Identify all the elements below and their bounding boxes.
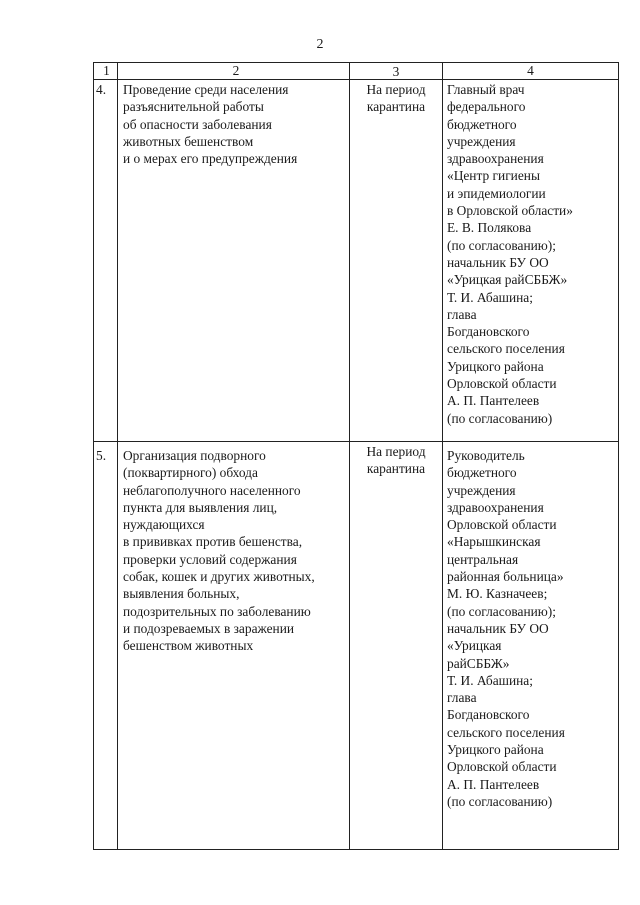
activity-cell (118, 442, 350, 850)
text-line: карантина (366, 461, 426, 477)
header-col-4: 4 (443, 63, 619, 80)
row-number: 4. (94, 80, 118, 442)
page-number: 2 (316, 37, 324, 52)
text-line: начальник БУ ОО (447, 620, 549, 636)
text-line: бюджетного (447, 465, 517, 481)
text-line: Руководитель (447, 448, 525, 463)
text-line: Орловской области (447, 517, 557, 533)
text-line: и подозреваемых в заражении (123, 620, 295, 636)
text-line: Организация подворного (123, 448, 266, 463)
text-line: Проведение среди населения (123, 82, 289, 97)
text-line: выявления больных, (123, 586, 240, 602)
header-col-1: 1 (94, 63, 118, 80)
text-line: (по согласованию); (447, 237, 556, 253)
text-line: Урицкого района (447, 742, 544, 758)
text-line: федерального (447, 99, 526, 115)
text-line: животных бешенством (123, 133, 254, 149)
period-cell (350, 80, 443, 442)
text-line: Т. И. Абашина; (447, 289, 533, 305)
text-line: Орловской области (447, 759, 557, 775)
text-line: Е. В. Полякова (447, 220, 532, 236)
text-line: центральная (447, 551, 519, 567)
text-line: начальник БУ ОО (447, 254, 549, 270)
text-line: собак, кошек и других животных, (123, 569, 315, 585)
text-line: здравоохранения (447, 499, 544, 515)
text-line: А. П. Пантелеев (447, 393, 540, 409)
text-line: Орловской области (447, 376, 557, 392)
text-line: Богдановского (447, 324, 530, 340)
table-header-row (94, 63, 619, 80)
text-line: в Орловской области» (447, 203, 573, 219)
text-line: «Нарышкинская (447, 534, 541, 550)
text-line: «Центр гигиены (447, 168, 540, 184)
table-row (94, 80, 619, 442)
responsible-cell (443, 442, 619, 850)
text-line: райСББЖ» (447, 655, 510, 671)
text-line: нуждающихся (123, 517, 205, 533)
text-line: А. П. Пантелеев (447, 776, 540, 792)
text-line: Урицкого района (447, 358, 544, 374)
text-line: Главный врач (447, 82, 525, 97)
text-line: и эпидемиологии (447, 185, 546, 201)
text-line: (по согласованию); (447, 603, 556, 619)
text-line: подозрительных по заболеванию (123, 603, 311, 619)
text-line: и о мерах его предупреждения (123, 151, 298, 167)
text-line: «Урицкая (447, 638, 502, 654)
text-line: М. Ю. Казначеев; (447, 586, 548, 602)
text-line: районная больница» (447, 569, 564, 585)
text-line: глава (447, 690, 477, 706)
text-line: (поквартирного) обхода (123, 465, 258, 481)
text-line: проверки условий содержания (123, 551, 297, 567)
header-col-2: 2 (118, 63, 350, 80)
text-line: пункта для выявления лиц, (123, 499, 278, 515)
row-number: 5. (94, 442, 118, 850)
text-line: учреждения (447, 482, 516, 498)
text-line: неблагополучного населенного (123, 482, 301, 498)
text-line: сельского поселения (447, 724, 565, 740)
text-line: (по согласованию) (447, 410, 553, 426)
text-line: карантина (366, 99, 426, 115)
header-col-3: 3 (350, 63, 443, 80)
text-line: учреждения (447, 133, 516, 149)
measures-table (93, 62, 619, 850)
text-line: Богдановского (447, 707, 530, 723)
period-cell (350, 442, 443, 850)
text-line: На период (366, 82, 426, 97)
text-line: На период (366, 444, 426, 459)
text-line: сельского поселения (447, 341, 565, 357)
text-line: (по согласованию) (447, 793, 553, 809)
responsible-cell (443, 80, 619, 442)
activity-cell (118, 80, 350, 442)
text-line: «Урицкая райСББЖ» (447, 272, 568, 288)
text-line: бешенством животных (123, 638, 254, 654)
text-line: Т. И. Абашина; (447, 672, 533, 688)
text-line: разъяснительной работы (123, 99, 264, 115)
table-row (94, 442, 619, 850)
text-line: глава (447, 306, 477, 322)
text-line: в прививках против бешенства, (123, 534, 303, 550)
text-line: бюджетного (447, 116, 517, 132)
text-line: здравоохранения (447, 151, 544, 167)
text-line: об опасности заболевания (123, 116, 272, 132)
